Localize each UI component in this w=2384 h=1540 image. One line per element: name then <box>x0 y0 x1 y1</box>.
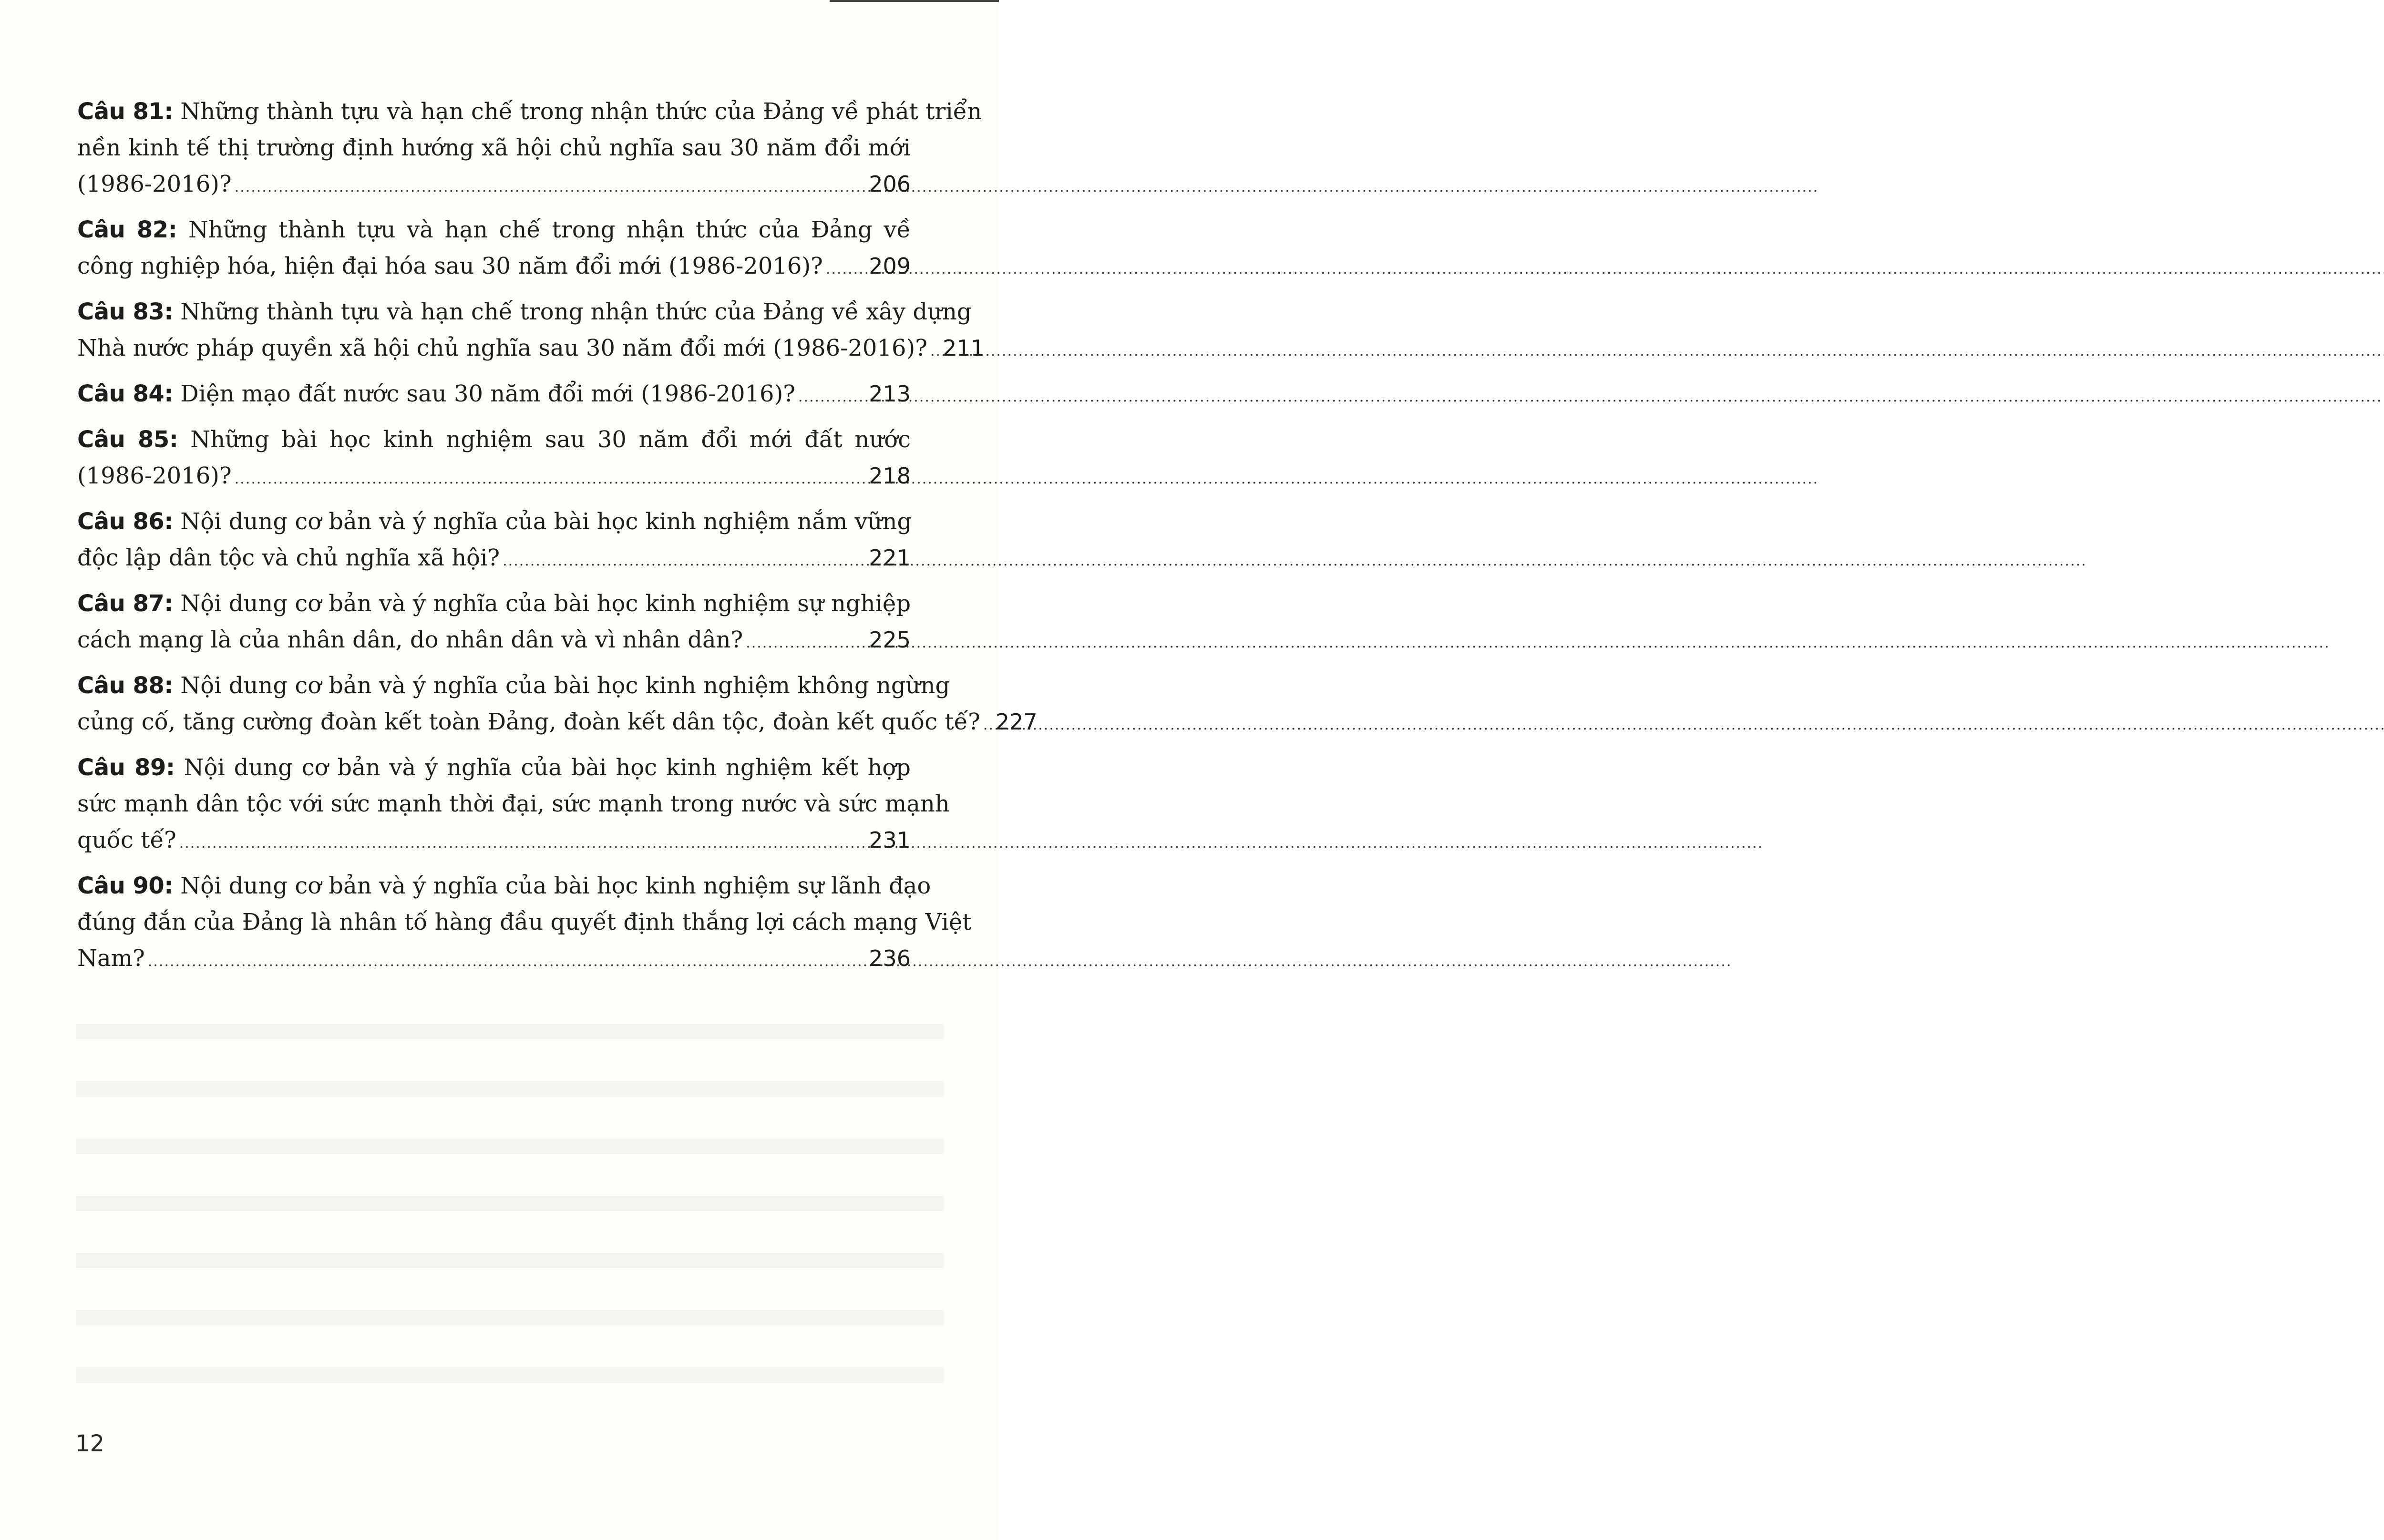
toc-entry[interactable] <box>77 503 911 576</box>
toc-entry-line <box>77 749 911 786</box>
dot-leader <box>746 625 866 661</box>
dot-leader <box>826 251 866 287</box>
toc-entry-final-line <box>77 704 1038 740</box>
toc-entry-text <box>77 540 500 576</box>
top-edge-rule <box>830 0 999 2</box>
toc-entry[interactable] <box>77 585 911 658</box>
question-title-line: Những thành tựu và hạn chế trong nhận thức của Đảng về phát triển <box>180 98 982 125</box>
toc-entry[interactable] <box>77 421 911 494</box>
dot-leader <box>983 707 993 743</box>
dot-leader <box>930 333 940 370</box>
toc-entry-text <box>77 508 912 535</box>
toc-entry-text <box>77 98 982 125</box>
toc-entry-text <box>77 298 972 325</box>
toc-entry-final-line <box>77 822 911 858</box>
question-label: Câu 90: <box>77 873 173 899</box>
question-title-line: Nội dung cơ bản và ý nghĩa của bài học kinh nghiệm kết hợp <box>184 754 911 781</box>
toc-entry[interactable] <box>77 93 982 202</box>
page-number: 12 <box>75 1430 105 1457</box>
question-title-line: Những bài học kinh nghiệm sau 30 năm đổi mới đất nước <box>190 426 911 453</box>
toc-entry-text <box>77 704 980 740</box>
toc-entry[interactable] <box>77 667 1038 740</box>
toc-page-number: 221 <box>869 545 911 571</box>
question-label: Câu 81: <box>77 98 173 125</box>
question-label: Câu 87: <box>77 590 173 617</box>
question-title-line: Nội dung cơ bản và ý nghĩa của bài học kinh nghiệm nắm vững <box>180 508 912 535</box>
toc-entry-final-line <box>77 622 911 658</box>
toc-entry-text <box>77 216 911 243</box>
toc-entry-text <box>77 791 950 817</box>
toc-page-number: 218 <box>869 463 911 489</box>
question-title-line: độc lập dân tộc và chủ nghĩa xã hội? <box>77 544 500 571</box>
toc-entry[interactable] <box>77 376 911 412</box>
document-page <box>0 0 1038 1540</box>
toc-entry-text <box>77 458 232 494</box>
toc-page-number: 211 <box>942 335 985 361</box>
toc-entry-final-line <box>77 330 985 366</box>
toc-entry[interactable] <box>77 868 972 976</box>
question-label: Câu 85: <box>77 426 178 453</box>
toc-entry-text <box>77 426 911 453</box>
toc-entry-text <box>77 166 232 202</box>
toc-page-number: 209 <box>869 253 911 279</box>
toc-entry-text <box>77 330 927 366</box>
toc-entry-line <box>77 503 911 540</box>
question-title-line: Nội dung cơ bản và ý nghĩa của bài học kinh nghiệm sự lãnh đạo <box>180 873 931 899</box>
question-label: Câu 89: <box>77 754 175 781</box>
question-title-line: Những thành tựu và hạn chế trong nhận thức của Đảng về xây dựng <box>180 298 972 325</box>
question-label: Câu 82: <box>77 216 177 243</box>
question-title-line: củng cố, tăng cường đoàn kết toàn Đảng, đoàn kết dân tộc, đoàn kết quốc tế? <box>77 708 980 735</box>
question-title-line: Nội dung cơ bản và ý nghĩa của bài học kinh nghiệm không ngừng <box>180 672 950 699</box>
toc-entry-line <box>77 93 982 130</box>
toc-entry-text <box>77 940 145 976</box>
toc-entry-line <box>77 130 911 166</box>
question-title-line: nền kinh tế thị trường định hướng xã hội chủ nghĩa sau 30 năm đổi mới <box>77 134 911 161</box>
question-label: Câu 84: <box>77 380 173 407</box>
toc-entry-line <box>77 585 911 622</box>
toc-entry-final-line <box>77 376 911 412</box>
toc-entry-line <box>77 786 950 822</box>
question-title-line: Nhà nước pháp quyền xã hội chủ nghĩa sau 30 năm đổi mới (1986-2016)? <box>77 335 927 361</box>
question-title-line: công nghiệp hóa, hiện đại hóa sau 30 năm đổi mới (1986-2016)? <box>77 253 823 279</box>
toc-entry-text <box>77 909 972 935</box>
toc-entry-line <box>77 212 911 248</box>
toc-page-number: 236 <box>869 945 911 971</box>
question-title-line: (1986-2016)? <box>77 171 232 197</box>
toc-entry-text <box>77 590 911 617</box>
toc-entry-text <box>77 134 911 161</box>
question-title-line: (1986-2016)? <box>77 462 232 489</box>
toc-entry-text <box>77 873 931 899</box>
question-title-line: sức mạnh dân tộc với sức mạnh thời đại, sức mạnh trong nước và sức mạnh <box>77 791 950 817</box>
toc-entry-text <box>77 376 795 412</box>
toc-entry-final-line <box>77 248 911 284</box>
question-label: Câu 83: <box>77 298 173 325</box>
toc-page-number: 206 <box>869 171 911 197</box>
toc-entry-text <box>77 754 911 781</box>
dot-leader <box>179 825 866 862</box>
question-title-line: đúng đắn của Đảng là nhân tố hàng đầu quyết định thắng lợi cách mạng Việt <box>77 909 972 935</box>
toc-entry-line <box>77 294 972 330</box>
toc-entry-final-line <box>77 458 911 494</box>
toc-entry-line <box>77 667 950 704</box>
question-title-line: Nội dung cơ bản và ý nghĩa của bài học kinh nghiệm sự nghiệp <box>180 590 911 617</box>
dot-leader <box>798 379 866 415</box>
table-of-contents <box>77 93 1038 986</box>
toc-entry-final-line <box>77 940 911 976</box>
toc-entry-text <box>77 672 950 699</box>
dot-leader <box>235 169 866 205</box>
question-title-line: Nam? <box>77 945 145 972</box>
toc-page-number: 231 <box>869 827 911 853</box>
dot-leader <box>503 543 866 579</box>
toc-entry[interactable] <box>77 212 911 284</box>
toc-entry-text <box>77 822 176 858</box>
toc-page-number: 227 <box>995 709 1038 735</box>
question-label: Câu 88: <box>77 672 173 699</box>
toc-entry-line <box>77 421 911 458</box>
question-title-line: Diện mạo đất nước sau 30 năm đổi mới (1986-2016)? <box>180 380 796 407</box>
toc-entry[interactable] <box>77 749 950 858</box>
toc-page-number: 213 <box>869 381 911 407</box>
question-title-line: quốc tế? <box>77 827 176 853</box>
toc-entry-final-line <box>77 166 911 202</box>
toc-entry-line <box>77 868 931 904</box>
toc-entry-line <box>77 904 972 940</box>
question-title-line: cách mạng là của nhân dân, do nhân dân và vì nhân dân? <box>77 626 743 653</box>
question-title-line: Những thành tựu và hạn chế trong nhận thức của Đảng về <box>188 216 911 243</box>
toc-entry-final-line <box>77 540 911 576</box>
toc-entry-text <box>77 622 743 658</box>
dot-leader <box>235 461 866 497</box>
show-through-background <box>76 982 944 1411</box>
toc-entry[interactable] <box>77 294 985 366</box>
question-label: Câu 86: <box>77 508 173 535</box>
dot-leader <box>148 944 866 980</box>
toc-page-number: 225 <box>869 627 911 653</box>
toc-entry-text <box>77 248 823 284</box>
